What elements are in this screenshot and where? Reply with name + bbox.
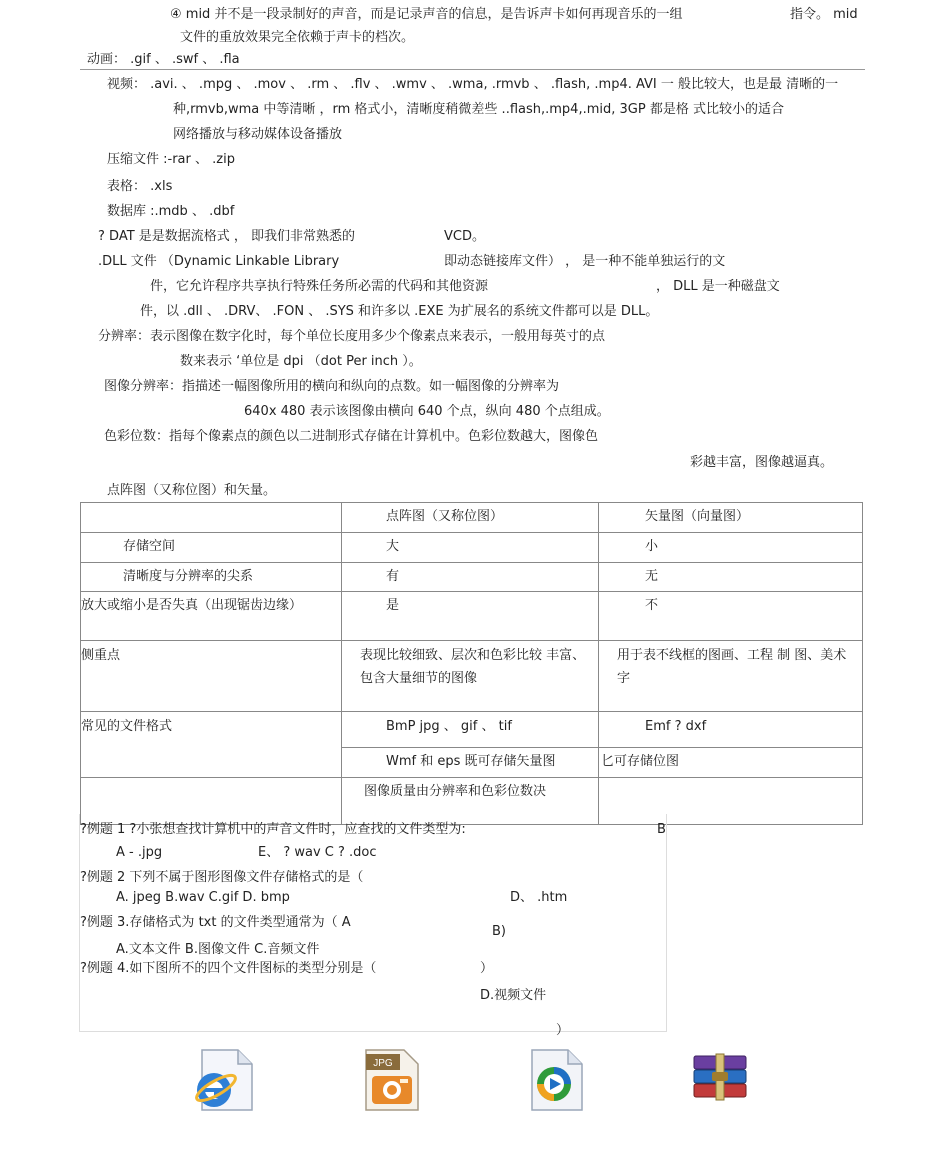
- question-1-options-b: E、 ? wav C ? .doc: [258, 845, 377, 860]
- dll-line-1-mid: 即动态链接库文件） ， 是一种不能单独运行的文: [444, 254, 726, 269]
- question-1-options: A - .jpg: [116, 845, 163, 860]
- table-header-cell: 点阵图（又称位图）: [342, 503, 599, 533]
- table-cell: 不: [599, 592, 863, 641]
- question-2-option-d: D、 .htm: [510, 890, 568, 905]
- table-row: [81, 641, 863, 712]
- question-4-close: ）: [480, 961, 494, 976]
- question-3-b: B): [492, 924, 506, 939]
- table-row: [81, 532, 863, 562]
- mid-line-2: 文件的重放效果完全依赖于声卡的档次。: [180, 30, 415, 45]
- sheet-formats: 表格： .xls: [107, 179, 173, 194]
- video-line-1: 视频： .avi. 、 .mpg 、 .mov 、 .rm 、 .flv 、 .wmv 、 .wma, .rmvb 、 .flash, .mp4. AVI 一 般比较大，也是最 清晰的一: [107, 77, 839, 92]
- table-cell: 用于表不线框的图画、工程 制 图、美术字: [599, 641, 863, 712]
- dll-line-1: .DLL 文件 （Dynamic Linkable Library: [98, 254, 340, 269]
- table-row: [81, 592, 863, 641]
- divider-line: [80, 69, 865, 70]
- table-cell: Emf ? dxf: [599, 712, 863, 748]
- table-cell: 图像质量由分辨率和色彩位数决: [342, 778, 599, 825]
- color-depth-line-1: 色彩位数：指每个像素点的颜色以二进制形式存储在计算机中。色彩位数越大，图像色: [104, 429, 599, 444]
- table-header-cell: 矢量图（向量图）: [599, 503, 863, 533]
- table-cell: 表现比较细致、层次和色彩比较 丰富、包含大量细节的图像: [342, 641, 599, 712]
- media-player-icon: [524, 1046, 588, 1114]
- table-row: [81, 562, 863, 592]
- dll-line-2: 件，它允许程序共享执行特殊任务所必需的代码和其他资源: [150, 279, 489, 294]
- archive-formats: 压缩文件 :-rar 、 .zip: [107, 152, 235, 167]
- jpg-icon-label: JPG: [373, 1058, 393, 1069]
- jpg-image-icon: [360, 1046, 424, 1114]
- question-4: ?例题 4.如下图所不的四个文件图标的类型分别是（: [80, 961, 377, 976]
- table-cell: Wmf 和 eps 既可存储矢量图: [342, 748, 599, 778]
- closing-paren: ）: [556, 1023, 570, 1038]
- table-cell: 小: [599, 532, 863, 562]
- resolution-line-1: 分辨率：表示图像在数字化时，每个单位长度用多少个像素点来表示，一般用每英寸的点: [98, 329, 606, 344]
- image-resolution-line-1: 图像分辨率：指描述一幅图像所用的横向和纵向的点数。如一幅图像的分辨率为: [104, 379, 560, 394]
- dll-line-3: 件，以 .dll 、 .DRV、 .FON 、 .SYS 和许多以 .EXE 为扩展名的系统文件都可以是 DLL。: [140, 304, 659, 319]
- table-cell: 无: [599, 562, 863, 592]
- video-line-2: 种,rmvb,wma 中等清晰 ，rm 格式小，清晰度稍微差些 ..flash,.mp4,.mid, 3GP 都是格 式比较小的适合: [173, 102, 784, 117]
- table-cell: 存储空间: [81, 532, 342, 562]
- database-formats: 数据库 :.mdb 、 .dbf: [107, 204, 235, 219]
- dat-line-tail: VCD。: [444, 229, 485, 244]
- table-cell: 匕可存储位图: [599, 748, 863, 778]
- bitmap-vector-table: [80, 502, 863, 825]
- table-cell: 有: [342, 562, 599, 592]
- table-cell: BmP jpg 、 gif 、 tif: [342, 712, 599, 748]
- dll-line-2-tail: ， DLL 是一种磁盘文: [656, 279, 780, 294]
- question-2-options: A. jpeg B.wav C.gif D. bmp: [116, 890, 290, 905]
- mid-line-1-tail: 指令。 mid: [790, 7, 858, 22]
- table-header-cell: [81, 503, 342, 533]
- mid-line-1: ④ mid 并不是一段录制好的声音，而是记录声音的信息，是告诉声卡如何再现音乐的一组: [170, 7, 683, 22]
- color-depth-line-2: 彩越丰富，图像越逼真。: [690, 455, 834, 470]
- table-cell: 常见的文件格式: [81, 712, 342, 778]
- question-1: ?例题 1 ?小张想查找计算机中的声音文件时，应查找的文件类型为:: [80, 822, 466, 837]
- table-cell: 侧重点: [81, 641, 342, 712]
- table-cell: 清晰度与分辨率的尖系: [81, 562, 342, 592]
- table-cell: 大: [342, 532, 599, 562]
- question-4-option-d: D.视频文件: [480, 988, 547, 1003]
- ie-icon: [188, 1046, 258, 1114]
- question-3: ?例题 3.存储格式为 txt 的文件类型通常为（ A: [80, 915, 351, 930]
- question-2: ?例题 2 下列不属于图形图像文件存储格式的是（: [80, 870, 364, 885]
- winrar-icon: [690, 1052, 752, 1104]
- animation-formats: 动画： .gif 、 .swf 、 .fla: [87, 52, 240, 67]
- table-cell: 放大或缩小是否失真（出现锯齿边缘）: [81, 592, 342, 641]
- table-row: [81, 712, 863, 748]
- resolution-line-2: 数来表示 ‘单位是 dpi （dot Per inch ）。: [180, 354, 422, 369]
- compare-title: 点阵图（又称位图）和矢量。: [107, 483, 277, 498]
- dat-line: ? DAT 是是数据流格式 ， 即我们非常熟悉的: [98, 229, 356, 244]
- table-header-row: [81, 503, 863, 533]
- table-cell: 是: [342, 592, 599, 641]
- image-resolution-line-2: 640x 480 表示该图像由横向 640 个点，纵向 480 个点组成。: [244, 404, 610, 419]
- question-1-answer: B: [657, 822, 666, 837]
- video-line-3: 网络播放与移动媒体设备播放: [173, 127, 343, 142]
- question-3-options: A.文本文件 B.图像文件 C.音频文件: [116, 942, 320, 957]
